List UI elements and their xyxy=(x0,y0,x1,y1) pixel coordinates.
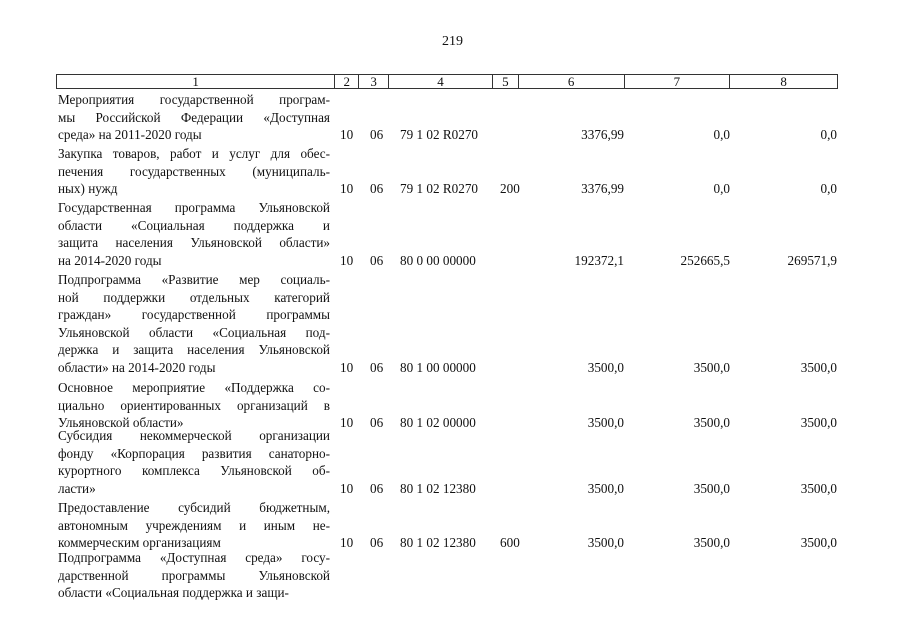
description-line: защита населения Ульяновской области» xyxy=(58,235,330,251)
amount-col-7: 3500,0 xyxy=(693,535,730,551)
description-line: Подпрограмма «Развитие мер социаль- xyxy=(58,272,330,287)
section-code: 10 xyxy=(340,480,354,496)
subsection-code: 06 xyxy=(370,360,384,375)
amount-col-7: 252665,5 xyxy=(680,252,730,268)
description-line: ной поддержки отдельных категорий xyxy=(58,289,330,305)
target-article-code: 79 1 02 R0270 xyxy=(400,127,479,143)
section-code: 10 xyxy=(340,535,354,551)
section-code: 10 xyxy=(340,360,354,375)
description-line: области «Социальная поддержка и xyxy=(58,217,330,233)
description-line: автономным учреждениям и иным не- xyxy=(58,517,330,533)
amount-col-8: 3500,0 xyxy=(800,360,837,375)
amount-col-8: 269571,9 xyxy=(787,252,837,268)
description-line: мы Российской Федерации «Доступная xyxy=(58,109,330,125)
amount-col-7: 0,0 xyxy=(713,127,730,143)
description-line: Государственная программа Ульяновской xyxy=(58,200,330,215)
description-line: курортного комплекса Ульяновской об- xyxy=(58,463,330,479)
header-col-3: 3 xyxy=(358,75,388,88)
header-col-5: 5 xyxy=(492,75,518,88)
description-line: на 2014-2020 годы xyxy=(58,252,162,268)
target-article-code: 80 1 02 12380 xyxy=(400,480,476,496)
amount-col-8: 0,0 xyxy=(820,181,837,197)
target-article-code: 79 1 02 R0270 xyxy=(400,181,479,197)
description-line: дарственной программы Ульяновской xyxy=(58,567,330,583)
subsection-code: 06 xyxy=(370,480,384,496)
amount-col-6: 3500,0 xyxy=(587,360,624,375)
section-code: 10 xyxy=(340,415,354,431)
amount-col-7: 3500,0 xyxy=(693,480,730,496)
target-article-code: 80 0 00 00000 xyxy=(400,252,476,268)
header-col-2: 2 xyxy=(334,75,358,88)
description-line: держка и защита населения Ульяновской xyxy=(58,342,330,358)
description-line: печения государственных (муниципаль- xyxy=(58,163,330,179)
amount-col-6: 3376,99 xyxy=(581,127,624,143)
description-line: области» на 2014-2020 годы xyxy=(58,359,216,375)
description-line: Субсидия некоммерческой организации xyxy=(58,428,330,443)
subsection-code: 06 xyxy=(370,415,384,431)
amount-col-7: 3500,0 xyxy=(693,415,730,431)
section-code: 10 xyxy=(340,127,354,143)
row-description xyxy=(58,379,330,432)
subsection-code: 06 xyxy=(370,252,384,268)
amount-col-6: 3500,0 xyxy=(587,480,624,496)
amount-col-6: 192372,1 xyxy=(574,252,624,268)
page-number: 219 xyxy=(442,34,463,49)
header-col-6: 6 xyxy=(518,75,624,88)
description-line: Мероприятия государственной програм- xyxy=(58,92,330,107)
description-line: ных) нужд xyxy=(58,181,118,197)
row-description xyxy=(58,499,330,552)
header-col-8: 8 xyxy=(729,75,837,88)
row-description xyxy=(58,199,330,269)
description-line: области «Социальная поддержка и защи- xyxy=(58,585,289,601)
description-line: Основное мероприятие «Поддержка со- xyxy=(58,380,330,395)
header-col-1: 1 xyxy=(192,74,199,89)
row-description xyxy=(58,549,330,602)
subsection-code: 06 xyxy=(370,535,384,551)
description-line: ласти» xyxy=(58,480,96,496)
description-line: Ульяновской области» xyxy=(58,415,184,431)
table-header xyxy=(56,74,838,89)
amount-col-8: 0,0 xyxy=(820,127,837,143)
subsection-code: 06 xyxy=(370,181,384,197)
expense-type-code: 600 xyxy=(500,535,520,551)
row-description xyxy=(58,145,330,198)
amount-col-8: 3500,0 xyxy=(800,535,837,551)
description-line: граждан» государственной программы xyxy=(58,307,330,323)
subsection-code: 06 xyxy=(370,127,384,143)
description-line: фонду «Корпорация развития санаторно- xyxy=(58,445,330,461)
header-col-7: 7 xyxy=(624,75,730,88)
row-description xyxy=(58,271,330,377)
description-line: Закупка товаров, работ и услуг для обес- xyxy=(58,146,330,161)
row-description xyxy=(58,427,330,497)
description-line: коммерческим организациям xyxy=(58,535,221,551)
description-line: среда» на 2011-2020 годы xyxy=(58,127,202,143)
amount-col-6: 3500,0 xyxy=(587,415,624,431)
target-article-code: 80 1 02 00000 xyxy=(400,415,476,431)
section-code: 10 xyxy=(340,181,354,197)
amount-col-8: 3500,0 xyxy=(800,480,837,496)
target-article-code: 80 1 02 12380 xyxy=(400,535,476,551)
section-code: 10 xyxy=(340,252,354,268)
expense-type-code: 200 xyxy=(500,181,520,197)
header-col-4: 4 xyxy=(388,75,492,88)
description-line: циально ориентированных организаций в xyxy=(58,397,330,413)
description-line: Подпрограмма «Доступная среда» госу- xyxy=(58,550,330,565)
amount-col-6: 3376,99 xyxy=(581,181,624,197)
row-description xyxy=(58,91,330,144)
amount-col-6: 3500,0 xyxy=(587,535,624,551)
description-line: Предоставление субсидий бюджетным, xyxy=(58,500,330,515)
amount-col-7: 3500,0 xyxy=(693,360,730,375)
amount-col-7: 0,0 xyxy=(713,181,730,197)
description-line: Ульяновской области «Социальная под- xyxy=(58,324,330,340)
target-article-code: 80 1 00 00000 xyxy=(400,360,476,375)
amount-col-8: 3500,0 xyxy=(800,415,837,431)
